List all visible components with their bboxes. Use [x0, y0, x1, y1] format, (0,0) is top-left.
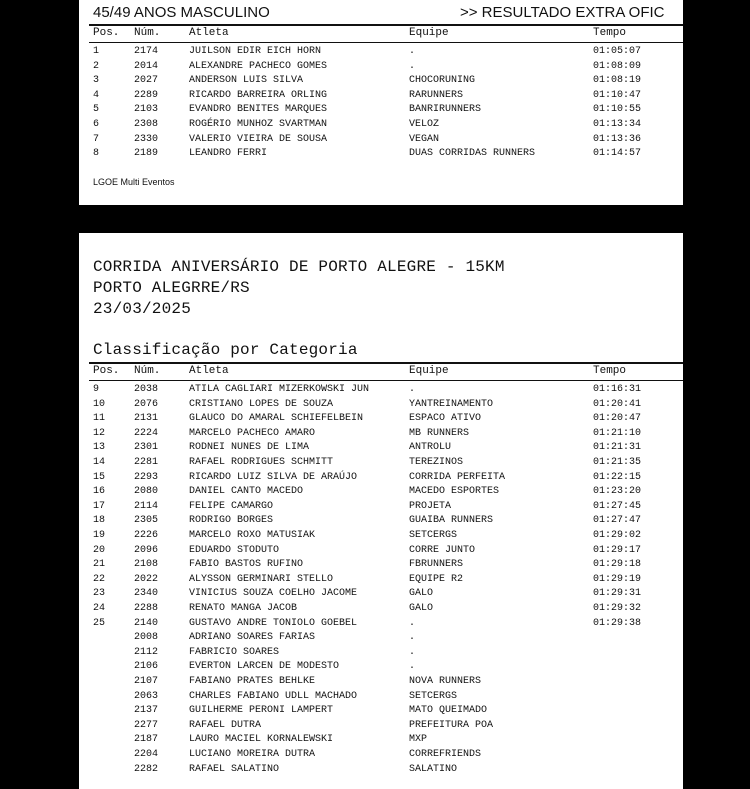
cell-athlete: FABIO BASTOS RUFINO [189, 559, 304, 571]
header-pos: Pos. [93, 27, 120, 39]
cell-num: 2288 [134, 603, 159, 614]
cell-time: 01:13:34 [593, 119, 642, 130]
cell-pos: 25 [93, 617, 106, 629]
cell-team: . [409, 384, 416, 395]
cell-num: 2008 [134, 632, 159, 644]
cell-athlete: RODRIGO BORGES [189, 515, 274, 527]
cell-athlete: CHARLES FABIANO UDLL MACHADO [189, 690, 358, 702]
cell-team: CHOCORUNING [409, 75, 476, 87]
cell-pos: 15 [93, 471, 106, 483]
cell-num: 2305 [134, 515, 159, 527]
cell-pos: 5 [93, 104, 100, 116]
cell-pos: 8 [93, 148, 100, 160]
cell-athlete: ROGÉRIO MUNHOZ SVARTMAN [189, 119, 328, 130]
cell-time: 01:21:10 [593, 427, 642, 439]
cell-num: 2224 [134, 427, 159, 439]
cell-athlete: FABRICIO SOARES [189, 646, 280, 658]
cell-athlete: VINICIUS SOUZA COELHO JACOME [189, 588, 358, 600]
cell-num: 2189 [134, 148, 159, 160]
cell-athlete: RAFAEL DUTRA [189, 719, 262, 731]
event-location: PORTO ALEGRRE/RS [93, 279, 250, 297]
cell-num: 2063 [134, 690, 159, 702]
cell-athlete: RAFAEL RODRIGUES SCHMITT [189, 457, 334, 468]
event-title: CORRIDA ANIVERSÁRIO DE PORTO ALEGRE - 15KM [93, 258, 505, 276]
cell-num: 2289 [134, 89, 159, 101]
header-pos: Pos. [93, 365, 120, 377]
cell-athlete: EDUARDO STODUTO [189, 544, 280, 556]
cell-team: BANRIRUNNERS [409, 104, 482, 116]
cell-athlete: VALERIO VIEIRA DE SOUSA [189, 133, 328, 145]
event-date: 23/03/2025 [93, 300, 192, 318]
cell-time: 01:10:55 [593, 104, 642, 116]
cell-num: 2131 [134, 413, 159, 425]
extra-official-results-link[interactable]: >> RESULTADO EXTRA OFIC [460, 4, 665, 21]
cell-team: MATO QUEIMADO [409, 705, 488, 717]
cell-num: 2096 [134, 544, 159, 556]
header-num: Núm. [134, 365, 161, 377]
cell-pos: 21 [93, 559, 106, 571]
cell-team: CORRE JUNTO [409, 544, 476, 556]
cell-athlete: LUCIANO MOREIRA DUTRA [189, 749, 316, 760]
cell-num: 2204 [134, 749, 159, 760]
cell-athlete: GLAUCO DO AMARAL SCHIEFELBEIN [189, 413, 364, 425]
cell-num: 2112 [134, 646, 159, 658]
cell-pos: 11 [93, 413, 106, 425]
cell-pos: 19 [93, 530, 106, 541]
cell-team: SETCERGS [409, 530, 458, 541]
cell-athlete: JUILSON EDIR EICH HORN [189, 46, 322, 57]
cell-athlete: FABIANO PRATES BEHLKE [189, 676, 316, 687]
cell-num: 2027 [134, 75, 159, 87]
cell-team: ESPACO ATIVO [409, 413, 482, 425]
cell-time: 01:05:07 [593, 46, 642, 57]
cell-team: SETCERGS [409, 690, 458, 702]
cell-pos: 20 [93, 544, 106, 556]
cell-team: . [409, 661, 416, 673]
cell-pos: 12 [93, 427, 106, 439]
cell-pos: 6 [93, 119, 100, 130]
cell-pos: 1 [93, 46, 100, 57]
cell-pos: 3 [93, 75, 100, 87]
title-rule [89, 24, 683, 26]
cell-team: VELOZ [409, 119, 440, 130]
header-athlete: Atleta [189, 27, 229, 39]
cell-pos: 4 [93, 89, 100, 101]
cell-pos: 14 [93, 457, 106, 468]
header-rule [89, 380, 683, 381]
cell-team: CORREFRIENDS [409, 749, 482, 760]
cell-num: 2281 [134, 457, 159, 468]
footer-organizer: LGOE Multi Eventos [93, 177, 175, 187]
cell-time: 01:29:32 [593, 603, 642, 614]
cell-num: 2022 [134, 573, 159, 585]
cell-athlete: GUILHERME PERONI LAMPERT [189, 705, 334, 717]
cell-num: 2330 [134, 133, 159, 145]
cell-team: MB RUNNERS [409, 427, 470, 439]
header-athlete: Atleta [189, 365, 229, 377]
cell-num: 2174 [134, 46, 159, 57]
cell-athlete: RICARDO LUIZ SILVA DE ARAÚJO [189, 471, 358, 483]
cell-team: CORRIDA PERFEITA [409, 471, 506, 483]
cell-num: 2106 [134, 661, 159, 673]
cell-team: GALO [409, 588, 434, 600]
cell-team: SALATINO [409, 763, 458, 775]
cell-time: 01:08:09 [593, 60, 642, 72]
cell-num: 2277 [134, 719, 159, 731]
cell-pos: 9 [93, 384, 100, 395]
cell-pos: 22 [93, 573, 106, 585]
cell-athlete: ANDERSON LUIS SILVA [189, 75, 304, 87]
cell-num: 2293 [134, 471, 159, 483]
cell-pos: 16 [93, 486, 106, 498]
cell-athlete: RODNEI NUNES DE LIMA [189, 442, 310, 454]
cell-pos: 10 [93, 398, 106, 410]
cell-athlete: MARCELO PACHECO AMARO [189, 427, 316, 439]
cell-time: 01:29:31 [593, 588, 642, 600]
cell-num: 2282 [134, 763, 159, 775]
cell-time: 01:29:19 [593, 573, 642, 585]
cell-team: GUAIBA RUNNERS [409, 515, 494, 527]
cell-time: 01:08:19 [593, 75, 642, 87]
cell-team: RARUNNERS [409, 89, 464, 101]
cell-num: 2308 [134, 119, 159, 130]
cell-athlete: GUSTAVO ANDRE TONIOLO GOEBEL [189, 617, 358, 629]
cell-num: 2226 [134, 530, 159, 541]
cell-athlete: LAURO MACIEL KORNALEWSKI [189, 734, 334, 746]
cell-team: . [409, 632, 416, 644]
cell-time: 01:29:18 [593, 559, 642, 571]
cell-team: PREFEITURA POA [409, 719, 494, 731]
cell-num: 2301 [134, 442, 159, 454]
cell-time: 01:23:20 [593, 486, 642, 498]
cell-time: 01:16:31 [593, 384, 642, 395]
cell-team: PROJETA [409, 500, 452, 512]
cell-team: MACEDO ESPORTES [409, 486, 500, 498]
cell-num: 2137 [134, 705, 159, 717]
cell-team: DUAS CORRIDAS RUNNERS [409, 148, 536, 160]
cell-pos: 17 [93, 500, 106, 512]
cell-team: . [409, 46, 416, 57]
cell-team: ANTROLU [409, 442, 452, 454]
cell-athlete: ATILA CAGLIARI MIZERKOWSKI JUN [189, 384, 370, 395]
cell-time: 01:27:45 [593, 500, 642, 512]
category-title: 45/49 ANOS MASCULINO [93, 4, 270, 21]
cell-athlete: MARCELO ROXO MATUSIAK [189, 530, 316, 541]
header-rule [89, 42, 683, 43]
cell-pos: 18 [93, 515, 106, 527]
results-page-2 [79, 233, 683, 789]
section-title: Classificação por Categoria [93, 341, 358, 359]
cell-athlete: RAFAEL SALATINO [189, 763, 280, 775]
cell-time: 01:22:15 [593, 471, 642, 483]
cell-time: 01:29:38 [593, 617, 642, 629]
cell-athlete: CRISTIANO LOPES DE SOUZA [189, 398, 334, 410]
cell-pos: 23 [93, 588, 106, 600]
cell-num: 2140 [134, 617, 159, 629]
header-team: Equipe [409, 27, 449, 39]
cell-time: 01:20:47 [593, 413, 642, 425]
cell-pos: 24 [93, 603, 106, 614]
cell-athlete: EVANDRO BENITES MARQUES [189, 104, 328, 116]
cell-team: . [409, 617, 416, 629]
cell-athlete: EVERTON LARCEN DE MODESTO [189, 661, 340, 673]
cell-athlete: FELIPE CAMARGO [189, 500, 274, 512]
cell-pos: 7 [93, 133, 100, 145]
cell-num: 2340 [134, 588, 159, 600]
cell-time: 01:21:31 [593, 442, 642, 454]
cell-num: 2114 [134, 500, 159, 512]
cell-time: 01:13:36 [593, 133, 642, 145]
cell-team: NOVA RUNNERS [409, 676, 482, 687]
cell-athlete: DANIEL CANTO MACEDO [189, 486, 304, 498]
header-time: Tempo [593, 365, 627, 377]
cell-athlete: LEANDRO FERRI [189, 148, 268, 160]
cell-team: TEREZINOS [409, 457, 464, 468]
cell-team: EQUIPE R2 [409, 573, 464, 585]
cell-team: . [409, 60, 416, 72]
cell-num: 2014 [134, 60, 159, 72]
cell-team: MXP [409, 734, 428, 746]
cell-athlete: RICARDO BARREIRA ORLING [189, 89, 328, 101]
results-page-1 [79, 0, 683, 205]
header-time: Tempo [593, 27, 627, 39]
cell-time: 01:29:02 [593, 530, 642, 541]
cell-time: 01:20:41 [593, 398, 642, 410]
cell-num: 2108 [134, 559, 159, 571]
cell-num: 2038 [134, 384, 159, 395]
cell-pos: 2 [93, 60, 100, 72]
cell-num: 2107 [134, 676, 159, 687]
section-rule [89, 362, 683, 364]
cell-num: 2076 [134, 398, 159, 410]
cell-athlete: RENATO MANGA JACOB [189, 603, 298, 614]
cell-athlete: ADRIANO SOARES FARIAS [189, 632, 316, 644]
cell-athlete: ALYSSON GERMINARI STELLO [189, 573, 334, 585]
cell-num: 2103 [134, 104, 159, 116]
cell-pos: 13 [93, 442, 106, 454]
cell-team: VEGAN [409, 133, 440, 145]
header-team: Equipe [409, 365, 449, 377]
cell-time: 01:29:17 [593, 544, 642, 556]
cell-time: 01:10:47 [593, 89, 642, 101]
cell-time: 01:14:57 [593, 148, 642, 160]
cell-athlete: ALEXANDRE PACHECO GOMES [189, 60, 328, 72]
cell-num: 2080 [134, 486, 159, 498]
cell-time: 01:27:47 [593, 515, 642, 527]
header-num: Núm. [134, 27, 161, 39]
cell-team: . [409, 646, 416, 658]
cell-team: GALO [409, 603, 434, 614]
cell-team: YANTREINAMENTO [409, 398, 494, 410]
cell-num: 2187 [134, 734, 159, 746]
cell-time: 01:21:35 [593, 457, 642, 468]
cell-team: FBRUNNERS [409, 559, 464, 571]
